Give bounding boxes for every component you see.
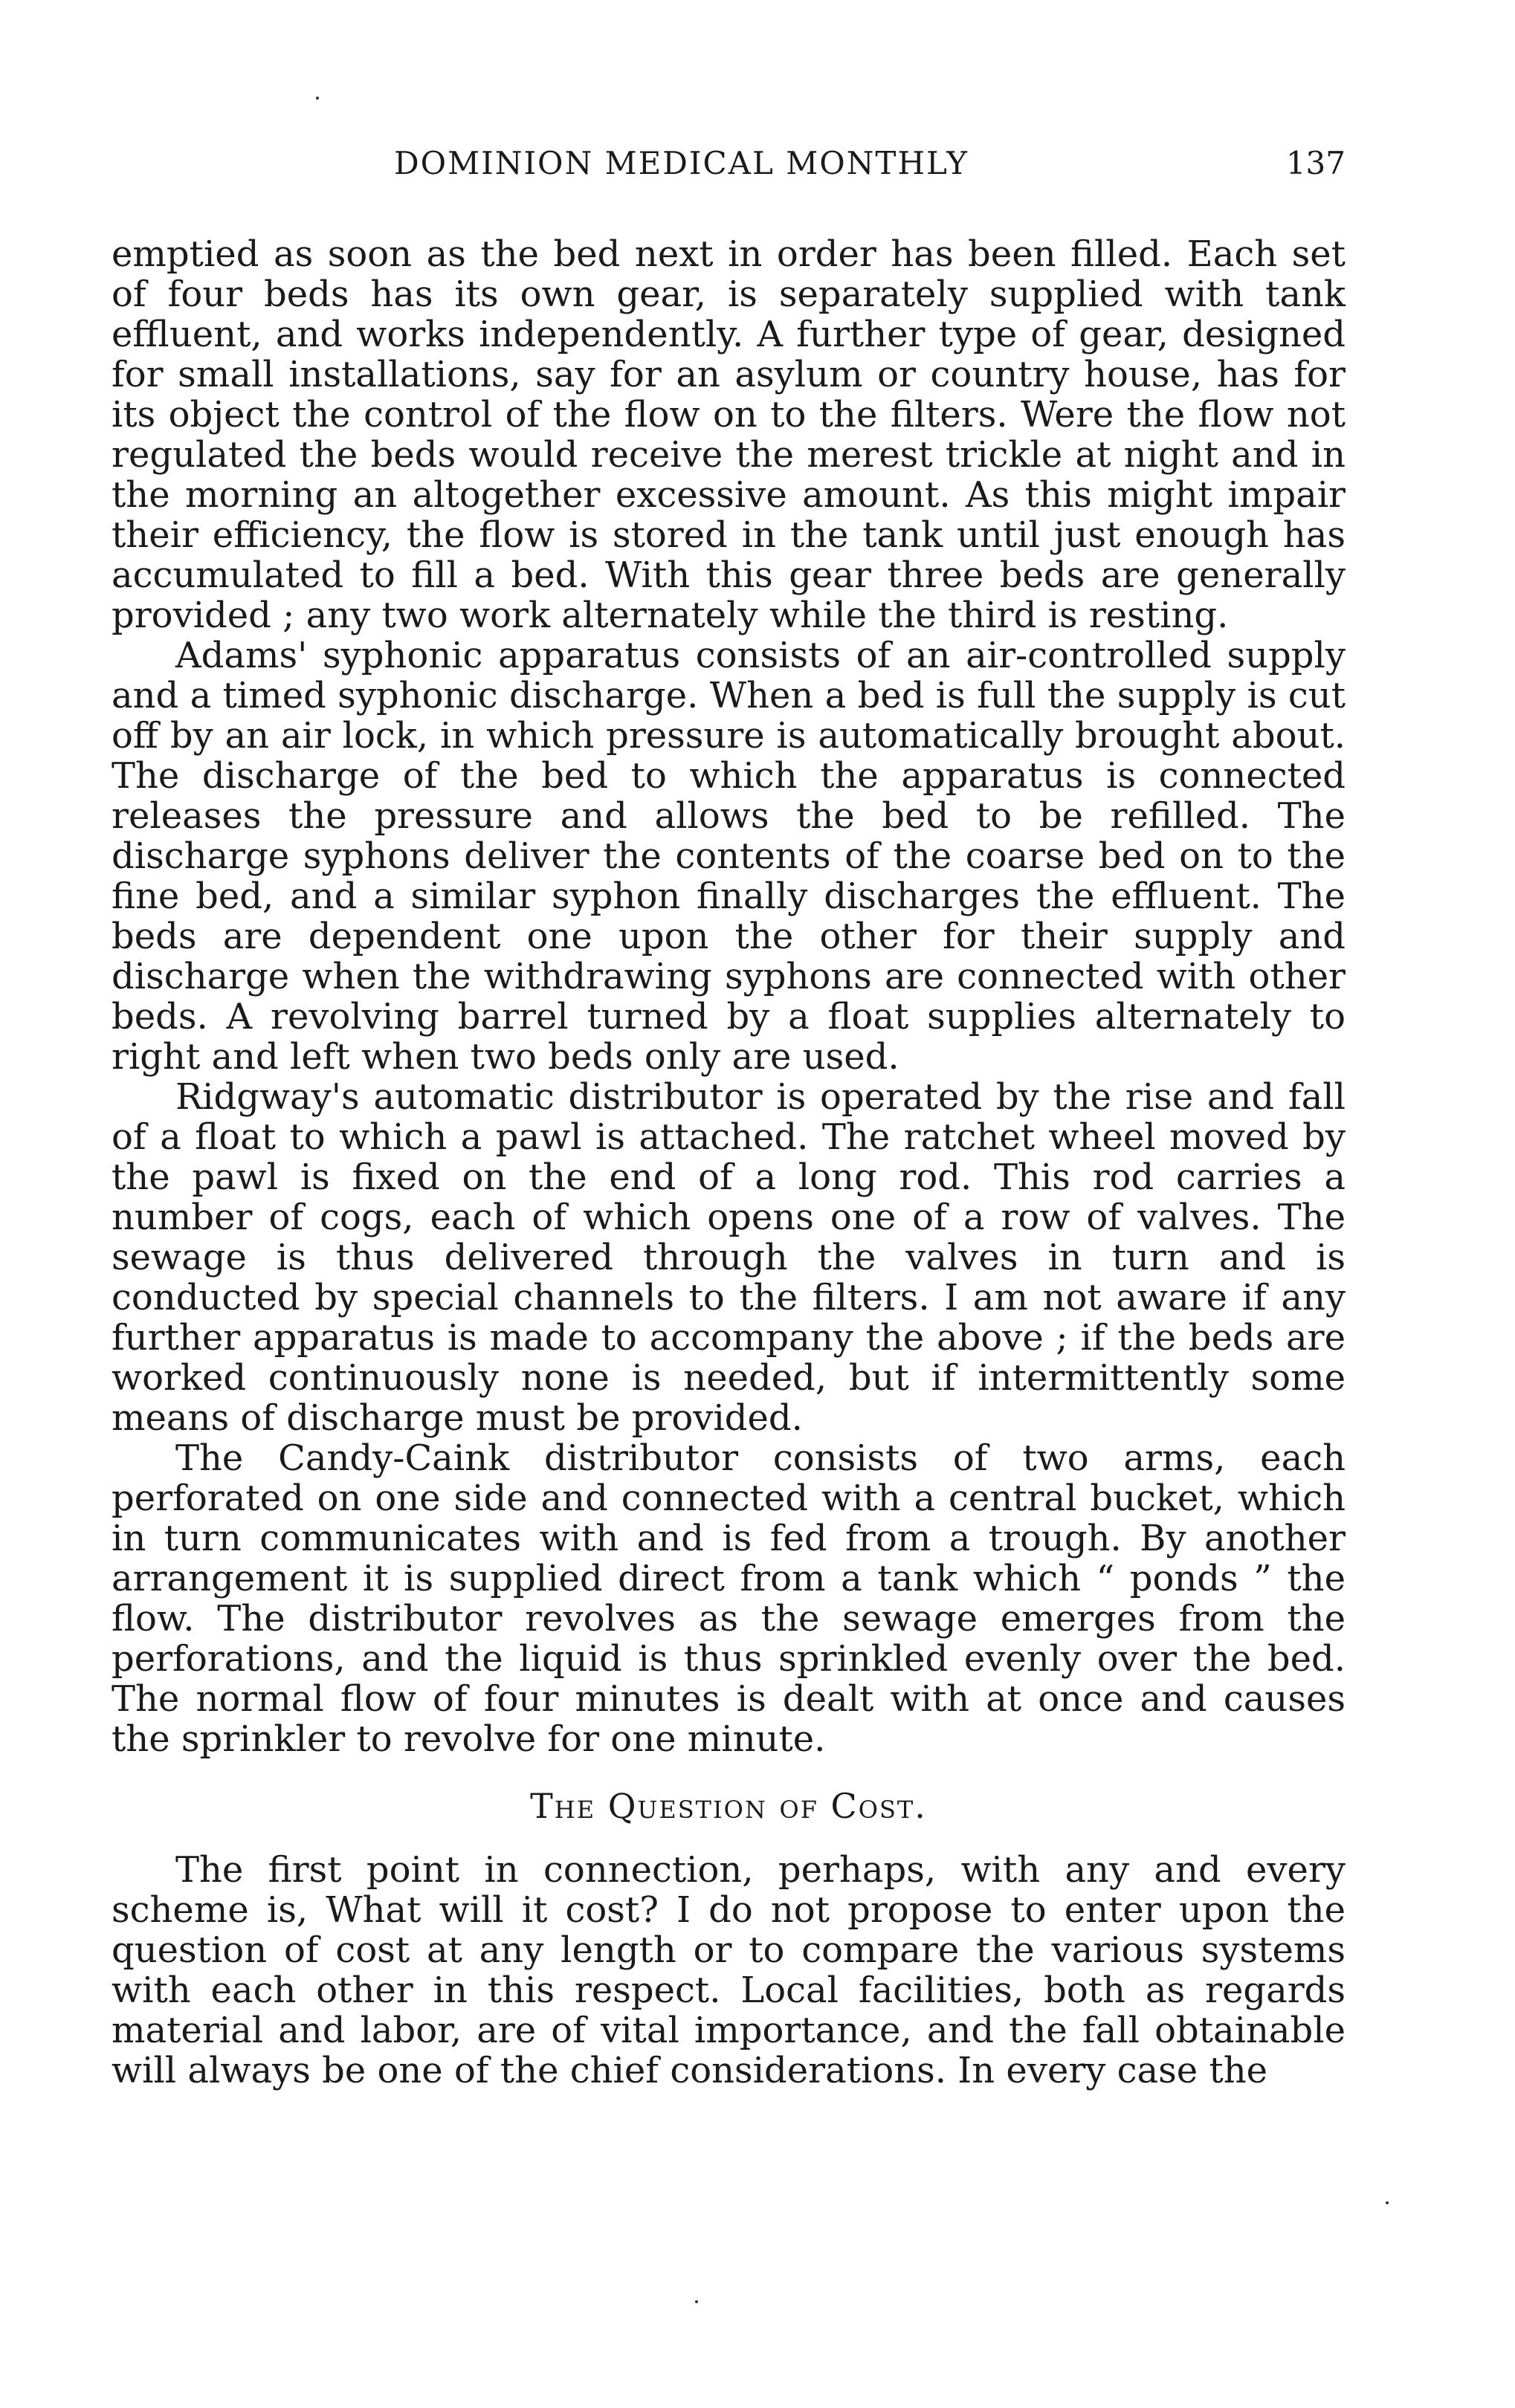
running-title: DOMINION MEDICAL MONTHLY: [394, 145, 969, 181]
document-page: [112, 145, 1346, 2091]
page-number: 137: [1285, 145, 1346, 181]
print-speck: [695, 2300, 698, 2303]
paragraph-continued: emptied as soon as the bed next in order has been filled. Each set of four beds has its own gear, is separately supplied with tank effluent, and works independently. A further type of gear, designed for small installations, say for an asylum or country house, has for its object the control of the flow on to the filters. Were the flow not regulated the beds would receive the merest trickle at night and in the morning an altogether excessive amount. As this might impair their efficiency, the flow is stored in the tank until just enough has accumulated to fill a bed. With this gear three beds are generally provided ; any two work alternately while the third is resting.: [112, 233, 1346, 636]
paragraph-adams-syphonic: Adams' syphonic apparatus consists of an air-controlled supply and a timed syphonic discharge. When a bed is full the supply is cut off by an air lock, in which pressure is automatically brought about. The discharge of the bed to which the apparatus is connected releases the pressure and allows the bed to be refilled. The discharge syphons deliver the contents of the coarse bed on to the fine bed, and a similar syphon finally discharges the effluent. The beds are dependent one upon the other for their supply and discharge when the withdrawing syphons are connected with other beds. A revolving barrel turned by a float supplies alternately to right and left when two beds only are used.: [112, 635, 1346, 1078]
page-header: [112, 145, 1346, 197]
body-text: [112, 234, 1346, 2091]
print-speck: [1386, 2201, 1389, 2204]
paragraph-ridgway-distributor: Ridgway's automatic distributor is operated by the rise and fall of a float to which a pawl is attached. The ratchet wheel moved by the pawl is fixed on the end of a long rod. This rod carries a number of cogs, each of which opens one of a row of valves. The sewage is thus delivered through the valves in turn and is conducted by special channels to the filters. I am not aware if any further apparatus is made to accompany the above ; if the beds are worked continuously none is needed, but if intermittently some means of discharge must be provided.: [112, 1076, 1346, 1439]
print-speck: [316, 97, 319, 100]
section-heading: The Question of Cost.: [530, 1786, 927, 1826]
paragraph-candy-caink-distributor: The Candy-Caink distributor consists of two arms, each perforated on one side and connected with a central bucket, which in turn communicates with and is fed from a trough. By another arrangement it is supplied direct from a tank which “ ponds ” the flow. The distributor revolves as the sewage emerges from the perforations, and the liquid is thus sprinkled evenly over the bed. The normal flow of four minutes is dealt with at once and causes the sprinkler to revolve for one minute.: [112, 1437, 1346, 1760]
paragraph-question-of-cost: The first point in connection, perhaps, with any and every scheme is, What will it cost? I do not propose to enter upon the question of cost at any length or to compare the various systems with each other in this respect. Local facilities, both as regards material and labor, are of vital importance, and the fall obtainable will always be one of the chief considerations. In every case the: [112, 1849, 1346, 2091]
